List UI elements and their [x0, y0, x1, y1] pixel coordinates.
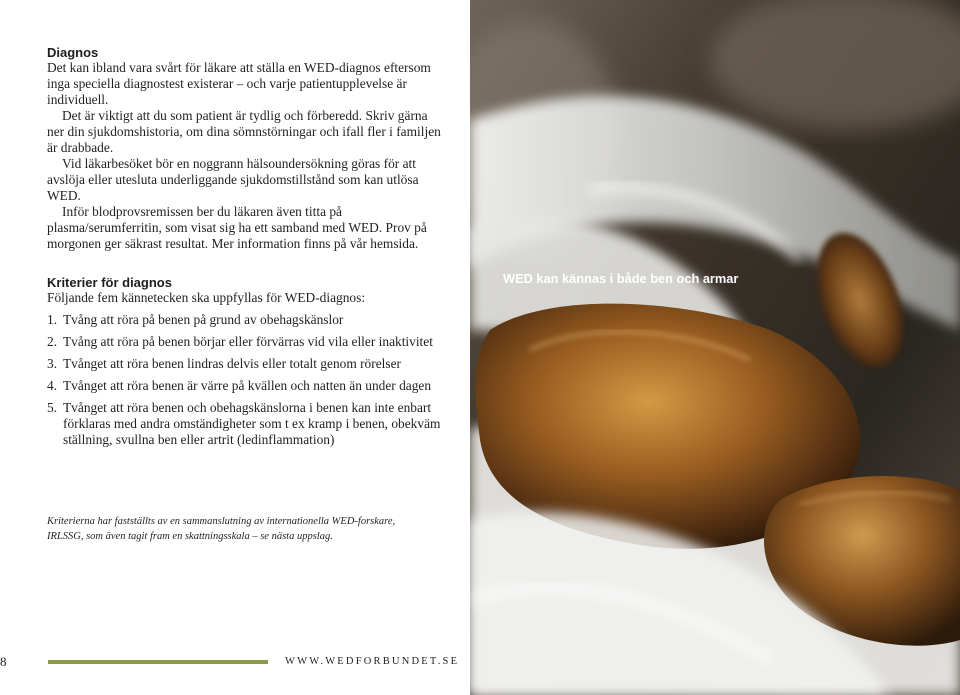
diagnosis-paragraph: Vid läkarbesöket bör en noggrann hälsoundersökning göras för att avslöja eller utesluta underliggande sjukdomstillstånd som kan utlösa WED.: [47, 156, 419, 203]
diagnosis-body: [47, 60, 442, 252]
criteria-heading: Kriterier för diagnos: [47, 275, 172, 290]
right-page: [470, 0, 960, 695]
page-number: 8: [0, 654, 7, 669]
criteria-number: 4.: [47, 378, 58, 393]
criteria-number: 5.: [47, 400, 58, 415]
criteria-text: Tvånget att röra benen lindras delvis eller totalt genom rörelser: [63, 356, 401, 371]
criteria-source-note: Kriterierna har fastställts av en sammanslutning av internationella WED-forskare, IRLSSG, som även tagit fram en skattningsskala – se nästa uppslag.: [47, 516, 396, 542]
diagnosis-paragraph: Det kan ibland vara svårt för läkare att ställa en WED-diagnos eftersom inga speciella diagnostest existerar – och varje patientupplevelse är individuell.: [47, 60, 431, 107]
criteria-item: [47, 312, 442, 328]
criteria-item: [47, 334, 442, 350]
criteria-number: 1.: [47, 312, 58, 327]
diagnosis-section: [47, 45, 442, 252]
criteria-item: [47, 356, 442, 372]
criteria-item: [47, 378, 442, 394]
criteria-item: [47, 400, 442, 448]
criteria-text: Tvång att röra på benen på grund av obehagskänslor: [63, 312, 344, 327]
left-page: [0, 0, 470, 695]
river-stones-photo: [470, 0, 960, 695]
footer-rule: [48, 660, 268, 664]
diagnosis-heading: Diagnos: [47, 45, 99, 60]
criteria-intro: Följande fem kännetecken ska uppfyllas för WED-diagnos:: [47, 290, 366, 305]
diagnosis-paragraph: Inför blodprovsremissen ber du läkaren även titta på plasma/serumferritin, som visat sig ha ett samband med WED. Prov på morgonen ger säkrast resultat. Mer information finns på vår hemsida.: [47, 204, 427, 251]
footer-url[interactable]: WWW.WEDFORBUNDET.SE: [285, 656, 460, 667]
criteria-text: Tvång att röra på benen börjar eller förvärras vid vila eller inaktivitet: [63, 334, 433, 349]
criteria-list: [47, 312, 442, 448]
criteria-text: Tvånget att röra benen är värre på kvällen och natten än under dagen: [63, 378, 432, 393]
criteria-text: Tvånget att röra benen och obehagskänslorna i benen kan inte enbart förklaras med andra omständigheter som t ex kramp i benen, obekväm ställning, svullna ben eller artrit (ledinflammation): [63, 400, 441, 447]
criteria-number: 3.: [47, 356, 58, 371]
diagnosis-paragraph: Det är viktigt att du som patient är tydlig och förberedd. Skriv gärna ner din sjukdomshistoria, om dina sömnstörningar och ifall fler i familjen är drabbade.: [47, 108, 441, 155]
criteria-number: 2.: [47, 334, 58, 349]
criteria-section: [47, 275, 442, 448]
photo-caption: WED kan kännas i både ben och armar: [503, 271, 739, 286]
